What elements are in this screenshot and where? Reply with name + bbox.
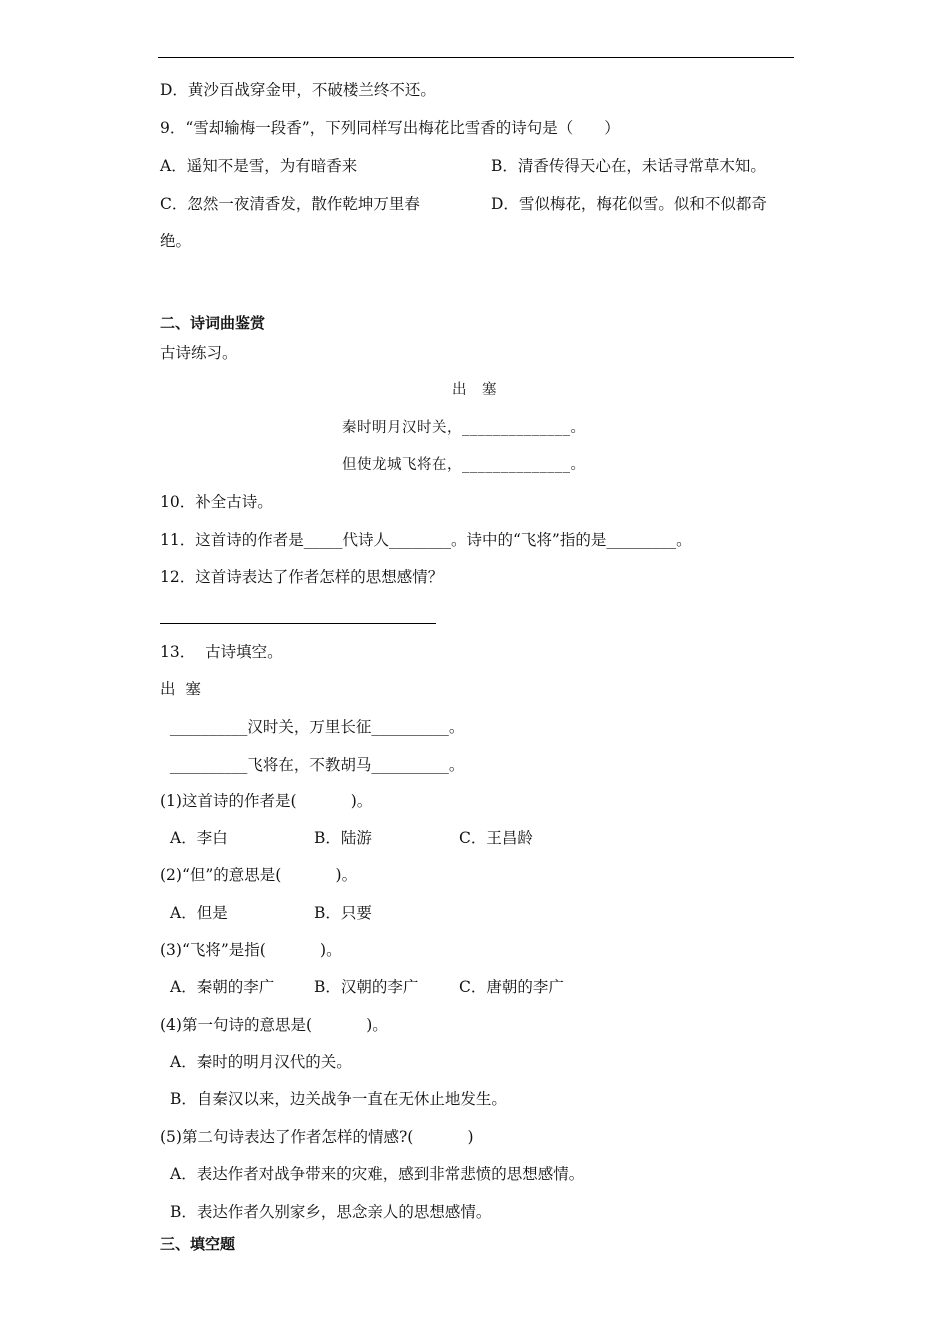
q12: 12．这首诗表达了作者怎样的思想感情？ [160,568,444,586]
sub4-option-b: B．自秦汉以来，边关战争一直在无休止地发生。 [170,1090,507,1108]
section2-intro: 古诗练习。 [160,344,238,362]
q9-option-b: B．清香传得天心在，未话寻常草木知。 [491,157,766,175]
q9-option-c: C．忽然一夜清香发，散作乾坤万里春 [160,195,420,213]
sub-question-2: (2)“但”的意思是( )。 [160,866,358,884]
sub3-option-c: C．唐朝的李广 [459,978,564,996]
section2-heading: 二、诗词曲鉴赏 [160,314,266,332]
q9-option-d: D．雪似梅花，梅花似雪。似和不似都奇 [491,195,767,213]
sub-question-5: (5)第二句诗表达了作者怎样的情感?( ) [160,1128,474,1146]
q9-option-d-cont: 绝。 [160,232,192,250]
q13: 13． 古诗填空。 [160,643,283,661]
poem-line-2: 但使龙城飞将在，______________。 [342,457,586,473]
poem2-line-1: __________汉时关，万里长征__________。 [160,718,465,736]
sub5-option-a: A．表达作者对战争带来的灾难，感到非常悲愤的思想感情。 [170,1165,585,1183]
header-rule [158,57,794,58]
q11: 11．这首诗的作者是_____代诗人________。诗中的“飞将”指的是_________。 [160,531,692,549]
sub1-option-a: A．李白 [170,829,228,847]
poem2-title: 出 塞 [160,680,201,698]
q8-option-d: D．黄沙百战穿金甲，不破楼兰终不还。 [160,81,436,99]
poem2-line-2: __________飞将在，不教胡马__________。 [160,756,465,774]
sub-question-4: (4)第一句诗的意思是( )。 [160,1016,388,1034]
sub-question-1: (1)这首诗的作者是( )。 [160,792,373,810]
q10: 10．补全古诗。 [160,493,273,511]
section3-heading: 三、填空题 [160,1235,236,1253]
sub4-option-a: A．秦时的明月汉代的关。 [170,1053,352,1071]
sub-question-3: (3)“飞将”是指( )。 [160,941,342,959]
sub3-option-a: A．秦朝的李广 [170,978,275,996]
sub3-option-b: B．汉朝的李广 [314,978,419,996]
poem-line-1: 秦时明月汉时关，______________。 [342,420,586,436]
q9-stem: 9．“雪却输梅一段香”，下列同样写出梅花比雪香的诗句是（ ） [160,119,620,137]
q12-answer-line[interactable] [160,623,436,624]
sub1-option-c: C．王昌龄 [459,829,533,847]
sub2-option-b: B．只要 [314,904,372,922]
sub2-option-a: A．但是 [170,904,228,922]
sub5-option-b: B．表达作者久别家乡，思念亲人的思想感情。 [170,1203,492,1221]
poem-title: 出 塞 [452,382,497,398]
q9-option-a: A．遥知不是雪，为有暗香来 [160,157,358,175]
sub1-option-b: B．陆游 [314,829,372,847]
